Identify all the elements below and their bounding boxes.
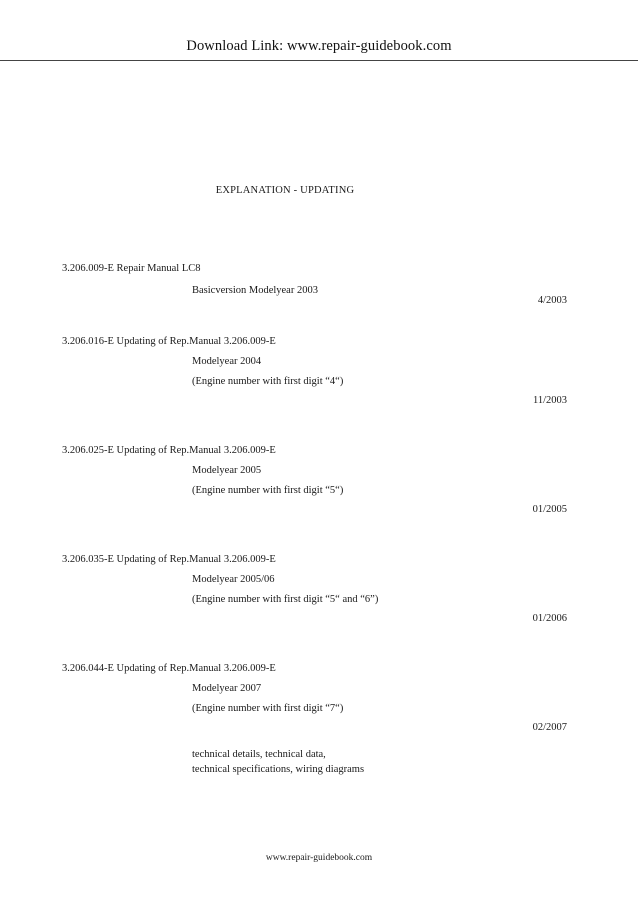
entry-detail-line: Modelyear 2005/06	[192, 574, 275, 585]
entry-code-line: 3.206.025-E Updating of Rep.Manual 3.206.009-E	[62, 445, 276, 456]
entry-detail-line: (Engine number with first digit “5“)	[192, 485, 344, 496]
download-link[interactable]: Download Link: www.repair-guidebook.com	[186, 38, 452, 54]
entry-date: 01/2005	[532, 504, 567, 515]
entry-code-line: 3.206.009-E Repair Manual LC8	[62, 263, 201, 274]
entry-date: 4/2003	[537, 295, 567, 306]
entry-detail-line: Modelyear 2004	[192, 356, 262, 367]
entry-detail-line: Modelyear 2007	[192, 683, 262, 694]
entry-date: 11/2003	[532, 395, 567, 406]
entry-date: 01/2006	[532, 613, 567, 624]
header-divider	[0, 60, 638, 61]
entry-code-line: 3.206.016-E Updating of Rep.Manual 3.206.009-E	[62, 336, 276, 347]
extra-note-line: technical details, technical data,	[192, 749, 326, 760]
entry-code-line: 3.206.035-E Updating of Rep.Manual 3.206.009-E	[62, 554, 276, 565]
footer-link[interactable]: www.repair-guidebook.com	[265, 853, 373, 863]
entry-date: 02/2007	[532, 722, 567, 733]
entry-detail-line: Basicversion Modelyear 2003	[192, 285, 318, 296]
entry-detail-line: (Engine number with first digit “7“)	[192, 703, 344, 714]
entry-code-line: 3.206.044-E Updating of Rep.Manual 3.206.009-E	[62, 663, 276, 674]
extra-note	[192, 747, 364, 777]
entry-detail-line: (Engine number with first digit “4“)	[192, 376, 344, 387]
page-title: EXPLANATION - UPDATING	[215, 185, 355, 196]
entry-detail-line: (Engine number with first digit “5“ and “6”)	[192, 594, 379, 605]
extra-note-line: technical specifications, wiring diagrams	[192, 764, 365, 775]
entry-detail-line: Modelyear 2005	[192, 465, 262, 476]
